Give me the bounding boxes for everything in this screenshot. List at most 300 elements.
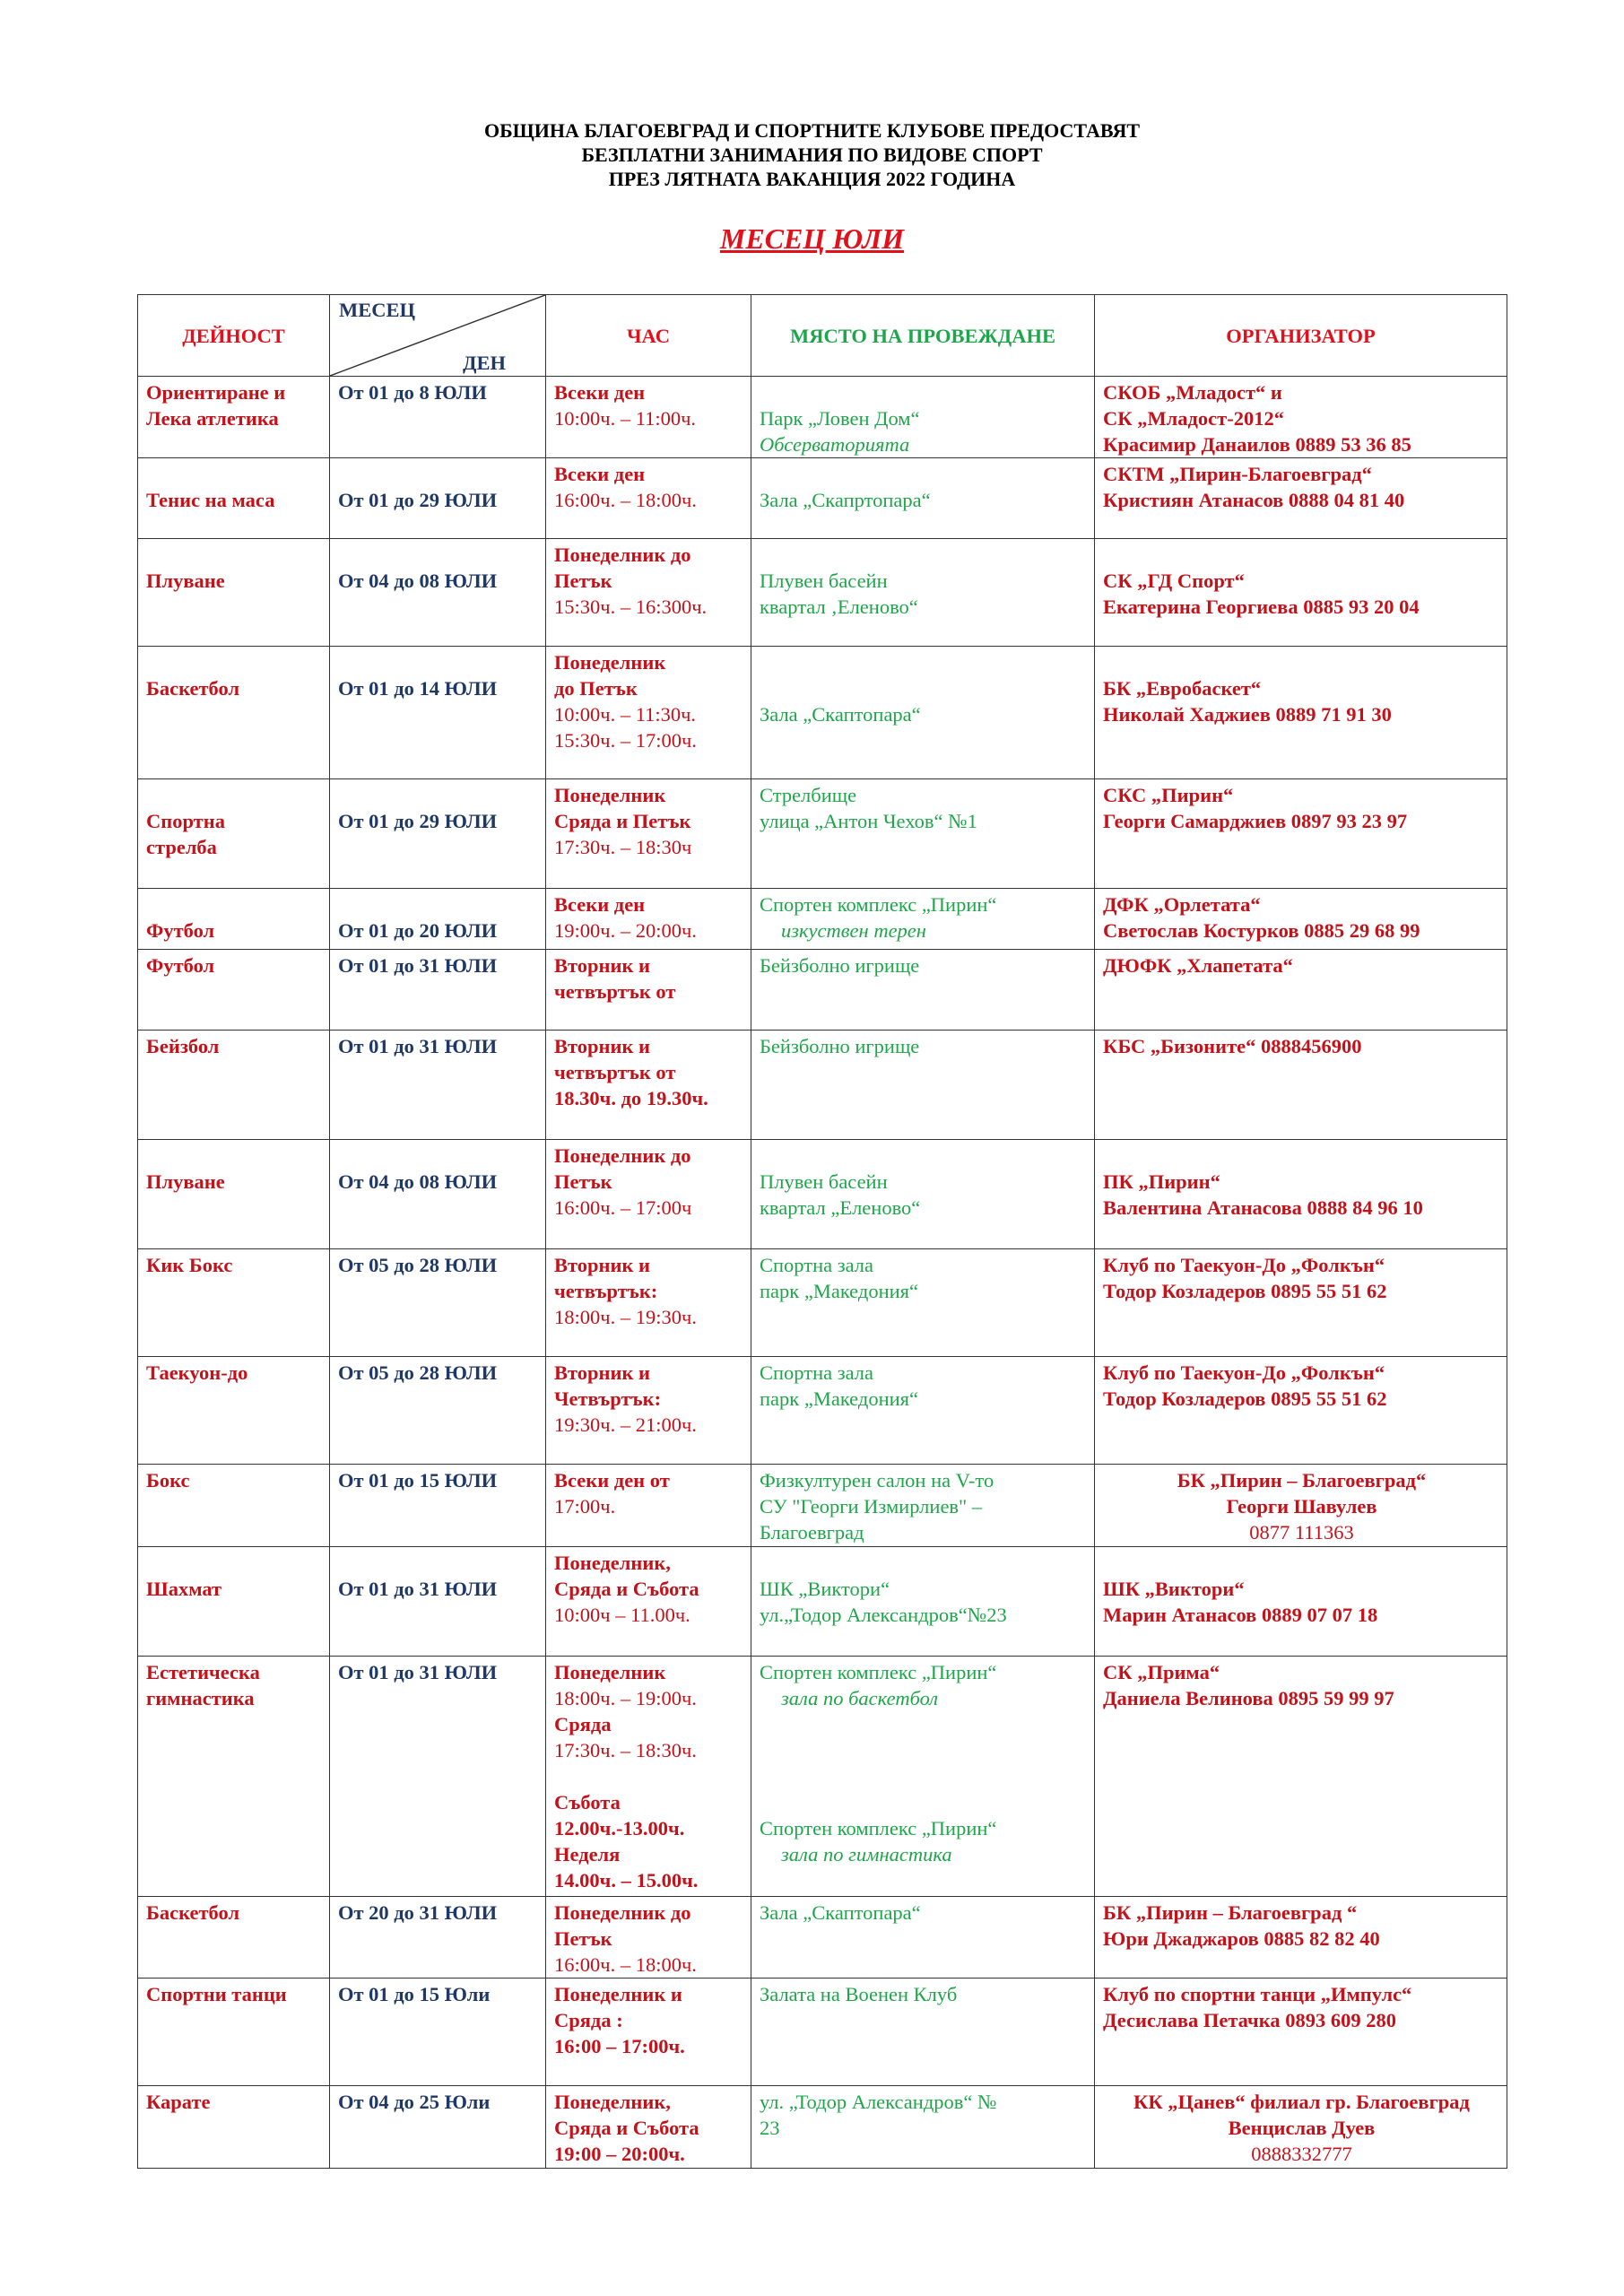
period-cell xyxy=(330,1897,546,1979)
time-cell xyxy=(546,377,751,458)
organizer-line: Тодор Козладеров 0895 55 51 62 xyxy=(1103,1280,1387,1302)
time-line: 10:00ч – 11.00ч. xyxy=(554,1604,690,1626)
time-line: Петък xyxy=(554,1170,612,1193)
activity-line: Плуване xyxy=(146,1170,225,1193)
activity-cell xyxy=(138,950,330,1031)
time-cell xyxy=(546,2086,751,2169)
organizer-line: 0888332777 xyxy=(1251,2143,1352,2165)
place-cell xyxy=(751,1249,1095,1357)
activity-line xyxy=(146,461,323,487)
organizer-line xyxy=(1103,542,1500,568)
place-cell xyxy=(751,647,1095,779)
time-cell xyxy=(546,1357,751,1465)
activity-cell xyxy=(138,1140,330,1249)
page-heading xyxy=(0,118,1624,191)
period-cell xyxy=(330,1249,546,1357)
place-line: зала по баскетбол xyxy=(781,1687,939,1709)
period-line xyxy=(338,542,539,568)
time-line: 18.30ч. до 19.30ч. xyxy=(554,1087,708,1109)
activity-line: Баскетбол xyxy=(146,677,240,700)
activity-line: Карате xyxy=(146,2091,211,2113)
time-cell xyxy=(546,458,751,539)
organizer-line: Светослав Костурков 0885 29 68 99 xyxy=(1103,919,1420,942)
time-cell xyxy=(546,1465,751,1547)
table-row xyxy=(138,539,1507,647)
activity-line: Баскетбол xyxy=(146,1901,240,1924)
organizer-line: СК „Младост-2012“ xyxy=(1103,407,1284,430)
place-line xyxy=(760,1143,1088,1169)
place-line: улица „Антон Чехов“ №1 xyxy=(760,810,977,832)
period-cell xyxy=(330,950,546,1031)
organizer-cell xyxy=(1095,458,1507,539)
place-line: Бейзболно игрище xyxy=(760,954,920,977)
period-line: От 01 до 31 ЮЛИ xyxy=(338,1035,498,1057)
place-line: Физкултурен салон на V-то xyxy=(760,1469,994,1492)
activity-line: Футбол xyxy=(146,954,215,977)
period-cell xyxy=(330,1547,546,1657)
place-cell xyxy=(751,1140,1095,1249)
place-line xyxy=(760,1789,1088,1815)
organizer-line: БК „Евробаскет“ xyxy=(1103,677,1262,700)
place-line: Спортен комплекс „Пирин“ xyxy=(760,1817,997,1839)
activity-line: Естетическа xyxy=(146,1661,260,1683)
activity-cell xyxy=(138,1657,330,1897)
time-cell xyxy=(546,1547,751,1657)
place-line: Плувен басейн xyxy=(760,570,888,592)
place-line: Обсерваторията xyxy=(760,433,910,456)
place-cell xyxy=(751,1657,1095,1897)
time-line: четвъртък от xyxy=(554,980,676,1003)
organizer-line: Венцислав Дуев xyxy=(1228,2117,1376,2139)
organizer-line: КБС „Бизоните“ 0888456900 xyxy=(1103,1035,1362,1057)
place-line: ул. „Тодор Александров“ № xyxy=(760,2091,997,2113)
period-cell xyxy=(330,377,546,458)
period-line: От 20 до 31 ЮЛИ xyxy=(338,1901,498,1924)
time-line: Понеделник, xyxy=(554,1552,671,1574)
period-line xyxy=(338,1143,539,1169)
organizer-line: СКС „Пирин“ xyxy=(1103,784,1234,806)
header-day: ДЕН xyxy=(463,352,506,374)
place-line: квартал ‚Еленово“ xyxy=(760,596,918,618)
time-line: 15:30ч. – 17:00ч. xyxy=(554,729,697,752)
period-line: От 01 до 14 ЮЛИ xyxy=(338,677,498,700)
place-line: Благоевград xyxy=(760,1521,864,1544)
activity-line: Плуване xyxy=(146,570,225,592)
table-row xyxy=(138,1249,1507,1357)
organizer-line: Клуб по спортни танци „Импулс“ xyxy=(1103,1983,1412,2005)
organizer-line: Юри Джаджаров 0885 82 82 40 xyxy=(1103,1927,1380,1950)
period-line: От 01 до 15 Юли xyxy=(338,1983,491,2005)
organizer-line xyxy=(1103,1143,1500,1169)
time-line: Сряда xyxy=(554,1713,612,1735)
time-cell xyxy=(546,1031,751,1140)
activity-cell xyxy=(138,2086,330,2169)
time-line: Неделя xyxy=(554,1843,621,1866)
heading-line-1: ОБЩИНА БЛАГОЕВГРАД И СПОРТНИТЕ КЛУБОВЕ ПРЕДОСТАВЯТ xyxy=(483,119,1141,142)
place-line: парк „Македония“ xyxy=(760,1387,918,1410)
place-line xyxy=(760,649,1088,675)
organizer-line: Красимир Данаилов 0889 53 36 85 xyxy=(1103,433,1411,456)
organizer-line: ПК „Пирин“ xyxy=(1103,1170,1220,1193)
place-cell xyxy=(751,1031,1095,1140)
time-cell xyxy=(546,1140,751,1249)
place-line: Плувен басейн xyxy=(760,1170,888,1193)
time-line: Вторник и xyxy=(554,954,651,977)
period-cell xyxy=(330,1979,546,2086)
activity-line: гимнастика xyxy=(146,1687,255,1709)
time-line: 17:30ч. – 18:30ч. xyxy=(554,1739,697,1761)
period-line: От 04 до 25 Юли xyxy=(338,2091,491,2113)
organizer-line: Марин Атанасов 0889 07 07 18 xyxy=(1103,1604,1378,1626)
period-cell xyxy=(330,458,546,539)
period-line: От 01 до 31 ЮЛИ xyxy=(338,1578,498,1600)
activity-cell xyxy=(138,1357,330,1465)
period-line: От 01 до 31 ЮЛИ xyxy=(338,1661,498,1683)
period-cell xyxy=(330,1465,546,1547)
activity-line: Тенис на маса xyxy=(146,489,275,511)
place-line: ул.„Тодор Александров“№23 xyxy=(760,1604,1007,1626)
activity-line: Шахмат xyxy=(146,1578,222,1600)
place-line xyxy=(760,542,1088,568)
organizer-line: Тодор Козладеров 0895 55 51 62 xyxy=(1103,1387,1387,1410)
organizer-line xyxy=(1103,649,1500,675)
organizer-line: СК „Прима“ xyxy=(1103,1661,1220,1683)
period-line xyxy=(338,782,539,808)
time-line: Понеделник xyxy=(554,651,666,674)
time-line: 18:00ч. – 19:30ч. xyxy=(554,1306,697,1328)
time-line: Понеделник до xyxy=(554,1144,691,1167)
place-line: Спортна зала xyxy=(760,1254,874,1276)
activity-cell xyxy=(138,1249,330,1357)
table-row xyxy=(138,458,1507,539)
table-row xyxy=(138,1657,1507,1897)
organizer-cell xyxy=(1095,1547,1507,1657)
place-line: Зала „Скаптопара“ xyxy=(760,1901,921,1924)
table-header-row xyxy=(138,295,1507,377)
place-line: Спортен комплекс „Пирин“ xyxy=(760,893,997,916)
activity-cell xyxy=(138,458,330,539)
schedule-table xyxy=(137,294,1507,2169)
activity-line: Футбол xyxy=(146,919,215,942)
table-row xyxy=(138,1031,1507,1140)
organizer-cell xyxy=(1095,377,1507,458)
period-line: От 01 до 20 ЮЛИ xyxy=(338,919,498,942)
place-cell xyxy=(751,779,1095,889)
time-line: 14.00ч. – 15.00ч. xyxy=(554,1869,699,1892)
period-line xyxy=(338,649,539,675)
organizer-cell xyxy=(1095,647,1507,779)
organizer-line: СКОБ „Младост“ и xyxy=(1103,381,1282,404)
header-time: ЧАС xyxy=(546,295,751,377)
organizer-cell xyxy=(1095,539,1507,647)
place-cell xyxy=(751,2086,1095,2169)
period-cell xyxy=(330,2086,546,2169)
time-line: Всеки ден от xyxy=(554,1469,670,1492)
time-cell xyxy=(546,1657,751,1897)
place-line: изкуствен терен xyxy=(781,919,926,942)
organizer-cell xyxy=(1095,1897,1507,1979)
activity-line: Бейзбол xyxy=(146,1035,220,1057)
activity-line: Ориентиране и xyxy=(146,381,286,404)
place-cell xyxy=(751,889,1095,950)
header-month-day xyxy=(330,295,546,377)
period-cell xyxy=(330,889,546,950)
period-line xyxy=(338,461,539,487)
time-cell xyxy=(546,647,751,779)
organizer-line: Георги Самарджиев 0897 93 23 97 xyxy=(1103,810,1408,832)
organizer-cell xyxy=(1095,1140,1507,1249)
place-cell xyxy=(751,377,1095,458)
activity-cell xyxy=(138,377,330,458)
period-line: От 05 до 28 ЮЛИ xyxy=(338,1361,498,1384)
month-title: МЕСЕЦ ЮЛИ xyxy=(719,222,905,255)
organizer-cell xyxy=(1095,2086,1507,2169)
table-row xyxy=(138,1979,1507,2086)
time-line: 17:30ч. – 18:30ч xyxy=(554,836,692,858)
organizer-line: Клуб по Таекуон-До „Фолкън“ xyxy=(1103,1361,1385,1384)
period-cell xyxy=(330,779,546,889)
time-line: 12.00ч.-13.00ч. xyxy=(554,1817,685,1839)
period-line: От 04 до 08 ЮЛИ xyxy=(338,570,498,592)
organizer-line: ДЮФК „Хлапетата“ xyxy=(1103,954,1293,977)
time-line: Всеки ден xyxy=(554,463,646,485)
time-line: Сряда : xyxy=(554,2009,623,2031)
place-line xyxy=(760,1711,1088,1737)
organizer-line: ДФК „Орлетата“ xyxy=(1103,893,1261,916)
place-line xyxy=(760,379,1088,405)
time-line: Вторник и xyxy=(554,1035,651,1057)
place-line: Зала „Скаптопара“ xyxy=(760,703,921,726)
activity-line: Таекуон-до xyxy=(146,1361,248,1384)
place-line xyxy=(760,1763,1088,1789)
period-cell xyxy=(330,1657,546,1897)
time-line: 19:00ч. – 20:00ч. xyxy=(554,919,697,942)
period-line: От 01 до 29 ЮЛИ xyxy=(338,810,498,832)
place-line: ШК „Виктори“ xyxy=(760,1578,890,1600)
place-line: Парк „Ловен Дом“ xyxy=(760,407,920,430)
organizer-line xyxy=(1103,1550,1500,1576)
time-line: 18:00ч. – 19:00ч. xyxy=(554,1687,697,1709)
place-cell xyxy=(751,458,1095,539)
activity-cell xyxy=(138,1979,330,2086)
period-line: От 01 до 31 ЮЛИ xyxy=(338,954,498,977)
heading-line-2: БЕЗПЛАТНИ ЗАНИМАНИЯ ПО ВИДОВЕ СПОРТ xyxy=(581,144,1043,166)
organizer-line: СКТМ „Пирин-Благоевград“ xyxy=(1103,463,1372,485)
activity-line xyxy=(146,1143,323,1169)
period-line xyxy=(338,1550,539,1576)
organizer-cell xyxy=(1095,1031,1507,1140)
place-cell xyxy=(751,1979,1095,2086)
organizer-cell xyxy=(1095,779,1507,889)
organizer-line: КК „Цанев“ филиал гр. Благоевград xyxy=(1133,2091,1470,2113)
time-line: 16:00ч. – 18:00ч. xyxy=(554,489,697,511)
time-line: 19:30ч. – 21:00ч. xyxy=(554,1413,697,1436)
time-line: Понеделник до xyxy=(554,1901,691,1924)
organizer-cell xyxy=(1095,1249,1507,1357)
period-cell xyxy=(330,1031,546,1140)
organizer-line: СК „ГД Спорт“ xyxy=(1103,570,1245,592)
organizer-cell xyxy=(1095,1357,1507,1465)
table-row xyxy=(138,1465,1507,1547)
organizer-line: Кристиян Атанасов 0888 04 81 40 xyxy=(1103,489,1405,511)
organizer-cell xyxy=(1095,1657,1507,1897)
place-line: Зала „Скапртопара“ xyxy=(760,489,931,511)
time-cell xyxy=(546,889,751,950)
activity-cell xyxy=(138,889,330,950)
time-line: Четвъртък: xyxy=(554,1387,662,1410)
header-activity: ДЕЙНОСТ xyxy=(138,295,330,377)
table-row xyxy=(138,1140,1507,1249)
place-line xyxy=(760,1737,1088,1763)
place-cell xyxy=(751,1547,1095,1657)
organizer-line: 0877 111363 xyxy=(1249,1521,1354,1544)
period-line xyxy=(338,891,539,918)
time-line: 10:00ч. – 11:00ч. xyxy=(554,407,697,430)
activity-line xyxy=(146,1550,323,1576)
time-line: Всеки ден xyxy=(554,893,646,916)
place-cell xyxy=(751,1357,1095,1465)
place-cell xyxy=(751,539,1095,647)
time-cell xyxy=(546,1979,751,2086)
activity-cell xyxy=(138,539,330,647)
place-line: зала по гимнастика xyxy=(781,1843,952,1866)
activity-cell xyxy=(138,1465,330,1547)
table-row xyxy=(138,377,1507,458)
time-line xyxy=(554,1763,744,1789)
time-line: Понеделник, xyxy=(554,2091,671,2113)
table-row xyxy=(138,779,1507,889)
organizer-line: Георги Шавулев xyxy=(1226,1495,1377,1518)
time-line: Понеделник до xyxy=(554,544,691,566)
activity-cell xyxy=(138,779,330,889)
time-line: Сряда и Събота xyxy=(554,1578,699,1600)
time-line: Сряда и Петък xyxy=(554,810,691,832)
activity-line xyxy=(146,649,323,675)
activity-line: стрелба xyxy=(146,836,217,858)
table-row xyxy=(138,1897,1507,1979)
time-line: Вторник и xyxy=(554,1361,651,1384)
time-line: 10:00ч. – 11:30ч. xyxy=(554,703,697,726)
place-line xyxy=(760,1550,1088,1576)
time-line: Петък xyxy=(554,570,612,592)
organizer-line: БК „Пирин – Благоевград“ xyxy=(1177,1469,1427,1492)
organizer-line: Клуб по Таекуон-До „Фолкън“ xyxy=(1103,1254,1385,1276)
period-line: От 04 до 08 ЮЛИ xyxy=(338,1170,498,1193)
place-line: 23 xyxy=(760,2117,780,2139)
time-line: четвъртък от xyxy=(554,1061,676,1083)
table-row xyxy=(138,1357,1507,1465)
time-line: 16:00 – 17:00ч. xyxy=(554,2035,685,2057)
organizer-cell xyxy=(1095,1465,1507,1547)
table-row xyxy=(138,2086,1507,2169)
organizer-line: БК „Пирин – Благоевград “ xyxy=(1103,1901,1358,1924)
table-row xyxy=(138,950,1507,1031)
activity-line: Кик Бокс xyxy=(146,1254,233,1276)
time-line: Сряда и Събота xyxy=(554,2117,699,2139)
period-line: От 01 до 29 ЮЛИ xyxy=(338,489,498,511)
organizer-line: Даниела Велинова 0895 59 99 97 xyxy=(1103,1687,1394,1709)
organizer-line: Николай Хаджиев 0889 71 91 30 xyxy=(1103,703,1392,726)
time-line: до Петък xyxy=(554,677,638,700)
time-line: Понеделник и xyxy=(554,1983,682,2005)
activity-line xyxy=(146,542,323,568)
heading-line-3: ПРЕЗ ЛЯТНАТА ВАКАНЦИЯ 2022 ГОДИНА xyxy=(608,168,1016,190)
time-cell xyxy=(546,779,751,889)
period-cell xyxy=(330,1357,546,1465)
place-line xyxy=(760,675,1088,701)
activity-line xyxy=(146,891,323,918)
time-line: 19:00 – 20:00ч. xyxy=(554,2143,685,2165)
time-line: Петък xyxy=(554,1927,612,1950)
organizer-cell xyxy=(1095,950,1507,1031)
activity-cell xyxy=(138,1897,330,1979)
activity-line xyxy=(146,782,323,808)
time-line: четвъртък: xyxy=(554,1280,658,1302)
place-line: Залата на Военен Клуб xyxy=(760,1983,958,2005)
organizer-line: Валентина Атанасова 0888 84 96 10 xyxy=(1103,1196,1423,1219)
organizer-cell xyxy=(1095,889,1507,950)
time-line: Понеделник xyxy=(554,1661,666,1683)
activity-line: Спортна xyxy=(146,810,225,832)
time-line: Понеделник xyxy=(554,784,666,806)
place-line: СУ "Георги Измирлиев" – xyxy=(760,1495,983,1518)
time-line: 16:00ч. – 17:00ч xyxy=(554,1196,692,1219)
time-cell xyxy=(546,539,751,647)
period-line: От 01 до 8 ЮЛИ xyxy=(338,381,487,404)
time-line: 16:00ч. – 18:00ч. xyxy=(554,1953,697,1976)
time-line: 15:30ч. – 16:300ч. xyxy=(554,596,708,618)
place-line: Стрелбище xyxy=(760,784,857,806)
place-cell xyxy=(751,1897,1095,1979)
activity-cell xyxy=(138,1031,330,1140)
time-cell xyxy=(546,1897,751,1979)
table-row xyxy=(138,647,1507,779)
place-line xyxy=(760,461,1088,487)
table-row xyxy=(138,889,1507,950)
header-month: МЕСЕЦ xyxy=(339,299,416,321)
activity-cell xyxy=(138,647,330,779)
header-organizer: ОРГАНИЗАТОР xyxy=(1095,295,1507,377)
period-line: От 05 до 28 ЮЛИ xyxy=(338,1254,498,1276)
period-cell xyxy=(330,647,546,779)
place-line: Спортна зала xyxy=(760,1361,874,1384)
organizer-cell xyxy=(1095,1979,1507,2086)
time-line: Вторник и xyxy=(554,1254,651,1276)
time-line: 17:00ч. xyxy=(554,1495,616,1518)
place-line: парк „Македония“ xyxy=(760,1280,918,1302)
place-cell xyxy=(751,1465,1095,1547)
place-line: квартал „Еленово“ xyxy=(760,1196,921,1219)
time-line: Събота xyxy=(554,1791,621,1813)
time-cell xyxy=(546,950,751,1031)
activity-line: Лека атлетика xyxy=(146,407,279,430)
period-cell xyxy=(330,539,546,647)
time-line: Всеки ден xyxy=(554,381,646,404)
activity-line: Спортни танци xyxy=(146,1983,287,2005)
place-line: Спортен комплекс „Пирин“ xyxy=(760,1661,997,1683)
activity-cell xyxy=(138,1547,330,1657)
organizer-line: Десислава Петачка 0893 609 280 xyxy=(1103,2009,1396,2031)
place-cell xyxy=(751,950,1095,1031)
place-line: Бейзболно игрище xyxy=(760,1035,920,1057)
organizer-line: Екатерина Георгиева 0885 93 20 04 xyxy=(1103,596,1420,618)
time-cell xyxy=(546,1249,751,1357)
period-cell xyxy=(330,1140,546,1249)
organizer-line: ШК „Виктори“ xyxy=(1103,1578,1245,1600)
table-row xyxy=(138,1547,1507,1657)
activity-line: Бокс xyxy=(146,1469,190,1492)
header-place: МЯСТО НА ПРОВЕЖДАНЕ xyxy=(751,295,1095,377)
